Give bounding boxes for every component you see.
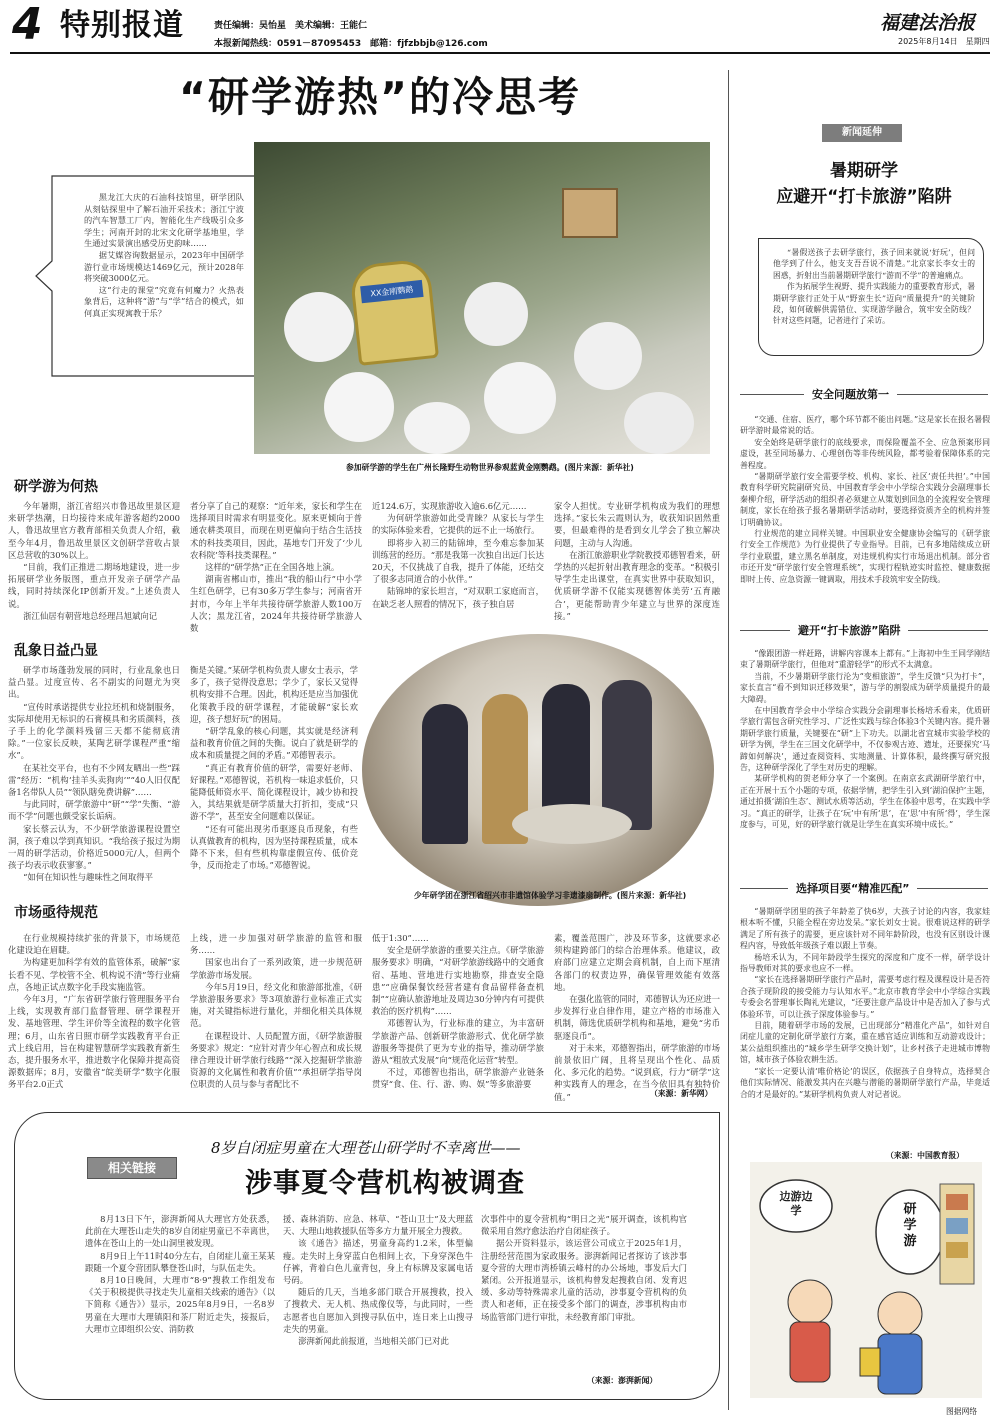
paragraph: 随后的几天，当地多部门联合开展搜救，投入了搜救犬、无人机、热成像仪等，与此同时，一些志愿者也自愿加入到搜寻队伍中，连日来上山搜寻走失的男童。 [283,1287,473,1334]
paragraph: 在某社交平台，也有不少网友晒出一些“踩雷”经历：“机构‘挂羊头卖狗肉’”“40人旧仅配备1名带队人员”“领队瞎免费讲解”…… [8,762,180,798]
related-headline: 涉事夏令营机构被调查 [245,1168,525,1199]
paragraph: “家长一定要认清‘唯价格论’的误区，依据孩子自身特点，选择契合他们实际情况、能激发其内在兴趣与潜能的暑期研学旅行产品，毕竟适合的才是最好的。”某研学机构负责人对记者说。 [740,1066,990,1099]
cartoon-credit: 图据网络 [946,1407,978,1416]
lead-paragraph: 黑龙江大庆的石油科技馆里，研学团队从刻钻探里中了解石油开采技术；浙江宁波的汽车智慧工厂内，智能化生产线吸引众多学生；河南开封的北宋文化研学基地里，学生通过实景演出感受历史韵味…… [84,192,244,249]
paragraph: 今年暑期，浙江省绍兴市鲁迅故里景区迎来研学热潮，日均接待来成年游客超约2000人，鲁迅故里官方教育部相关负责人介绍，截至今年4月，鲁迅故里景区文创研学营收占景区总营收的30%以上。 [8,501,180,560]
paragraph: 研学市场蓬勃发展的同时，行业乱象也日益凸显。过度宣传、名不副实的问题尤为突出。 [8,665,180,700]
section1-title: 研学游为何热 [14,479,98,495]
sidebar-source: （来源：中国教育报） [886,1151,964,1160]
related-tag-label: 相关链接 [107,1161,156,1175]
related-box [14,1112,720,1400]
related-col1 [85,1213,275,1335]
photo2-caption: 少年研学团在浙江省绍兴市非遗馆体验学习非遗漆扇制作。(图片来源：新华社) [414,891,687,900]
photo-parrot-visit [254,142,710,454]
student-hat [324,372,394,442]
paragraph: 者分享了自己的观察：“近年来，家长和学生在选择项目时需求有明显变化。原来更倾向于普通农耕类项目，而现在则更偏向于结合生活技术的科技类项目，因此，基地专门开发了‘少儿农科院’等科技类课程。” [190,501,362,560]
student-hat [404,402,470,454]
sidebar-intro-box [758,238,984,356]
paragraph: 目前，随着研学市场的发展，已出现部分“精准化产品”，如针对自闭症儿童的定制化研学旅行方案，重在感官适应训练和互动游戏设计；某公益组织推出的“城乡学生研学交换计划”，让乡村孩子走进城市博物馆，城市孩子体验农耕生活。 [740,1021,990,1065]
paragraph: “像跟团游一样赶路，讲解内容课本上都有。”上海初中生王同学刚结束了暑期研学旅行，但他对“重游轻学”的形式不太满意。 [740,649,990,670]
paragraph: 澎湃新闻此前报道，当地相关部门已对此 [298,1336,449,1347]
student-figure [422,704,468,844]
sidebar-tag-label: 新闻延伸 [842,127,882,138]
paragraph: 对于未来，邓德智指出，研学旅游的市场前景依旧广阔，且将呈现出个性化、品质化、多元化的趋势。“说到底，行力“研学”这种实践育人的理念，在当今依旧具有独特价值。” [554,1042,720,1102]
lead-text [84,192,244,320]
paragraph: 该《通告》描述，男童身高约1.2米，体型偏瘦。走失时上身穿蓝白色相间上衣，下身穿深色牛仔裤，背着白色儿童背包，身上有标牌及家属电话号码。 [283,1238,473,1286]
photo-fan-making [362,634,714,906]
paragraph: 据公开资料显示，该运营公司成立于2025年1月，注册经营范围为家政服务。澎湃新闻记者探访了该涉事夏令营的大理市湾桥镇云峰村的办公场地，事发后大门紧闭。公开报道显示，该机构曾发起搜救自闭、发育迟缓、多动等特殊需求儿童的活动，涉事夏令营机构的负责人和老师，正在接受多个部门的调查，涉事机构由市场监管部门进行审批，未经教育部门审批。 [481,1238,687,1322]
sidebar-intro-text [773,247,975,327]
main-headline: “研学游热”的冷思考 [179,73,581,121]
related-tag [87,1157,177,1179]
page-header [0,0,1000,58]
paper-logo: 福建法治报 [880,12,976,34]
paragraph: 家长蔡云认为，不少研学旅游课程设置空洞，孩子难以学到真知识。“我给孩子报过为期一周的研学活动，价格近5000元/人，但两个孩子均表示收获寥寥。” [8,823,180,871]
paragraph: 杨培禾认为，不同年龄段学生探究的深度和广度不一样，研学设计指导教师对其的要求也应不一样。 [740,952,990,974]
paragraph: 安全始终是研学旅行的底线要求，而保险覆盖不全、应急预案形同虚设，甚至同场暴力、心理创伤等非传统风险，都考验着保障体系的完善程度。 [740,437,990,470]
paragraph: 行业规范的建立同样关键。中国职业安全健康协会编写的《研学旅行安全工作规范》为行业提供了专业指导。目前，已有多地陆续成立研学行业联盟，建立黑名单制度，对违规机构实行市场退出机制。部分省市还开发“研学旅行安全管理系统”，实现行程轨迹实时监控、健康数据即时上传、应急资源一键调取，用技术手段筑牢安全防线。 [740,529,990,584]
paragraph: “交通、住宿、医疗，哪个环节都不能出问题。”这是家长在报名暑假研学游时最常说的话。 [740,415,990,436]
paragraph: “暑假送孩子去研学旅行，孩子回来就说‘好玩’，但问他学到了什么，他支支吾吾说不清楚。”北京家长李女士的困惑，折射出当前暑期研学旅行“游而不学”的普遍痛点。 [773,248,975,280]
paragraph: 与此同时，研学旅游中“研”“学”失衡、“游而不学”问题也颇受家长诟病。 [8,799,180,822]
paragraph: 今年5月19日，经文化和旅游部批准，《研学旅游服务要求》等3项旅游行业标准正式实施，对关键指标进行量化，并细化相关具体规范。 [190,981,362,1029]
paragraph: “研学乱象的核心问题，其实就是经济利益和教育价值之间的失衡。说白了就是研学的成本和质量提之间的矛盾。”邓德智表示。 [190,726,358,761]
exhibit-sign [349,258,439,366]
paragraph: 在强化监管的同时，邓德智认为还应进一步发挥行业自律作用，建立产格的市场准入机制，筛选优质研学机构和基地，避免“劣币驱逐良币”。 [554,994,720,1041]
paragraph: “真正有教育价值的研学，需要好老师、好课程。”邓德智说，若机构一味追求低价，只能降低师资水平、简化课程设计，减少协和投入，其结果就是研学质量大打折扣，变成“只游不学”，甚至安全问题难以保证。 [190,762,358,822]
student-hat [484,362,556,434]
section2-title: 乱象日益凸显 [14,643,98,659]
paragraph: 湖南省郴山市，推出“我的船山行”中小学生红色研学，已有30多万学生参与；河南省开封市，今年上半年共接待研学旅游人数100万人次；黑龙江省，2024年共接待研学旅游人数 [190,574,362,634]
cartoon-illustration [750,1162,982,1398]
section-title: 特别报道 [60,8,184,43]
sidebar-sub3-title: 选择项目要“精准匹配” [788,880,917,896]
paragraph: 今年3月，“广东省研学旅行管理服务平台上线，实现教育部门监督管理、研学课程开发、基地管理、学生评价等全流程的数字化管理；6月，山东省日照市研学实践教育平台正式上线启用，旨在构建智慧研学实践教育新生态，提升服务水平，推进数字化保障并提高资源数据库；8月，安徽省“皖美研学”数字化服务平台2.0正式 [8,994,180,1090]
paragraph: 在课程设计、人员配置方面，《研学旅游服务要求》规定：“应针对青少年心智点和成长规律合理设计研学旅行线路”“深入挖掘研学旅游资源的文化属性和教育价值”“承担研学指导岗位职责的人员与参与者配比不 [190,1030,362,1090]
student-hat [624,392,694,454]
paragraph: “如何在知识性与趣味性之间取得平 [23,872,154,883]
paragraph: 为构建更加科学有效的监管体系，破解“家长看不见、学校管不全、机构说不清”等行业痛点，各地正试点数字化手段实施监管。 [8,957,180,992]
paragraph: 上线，进一步加强对研学旅游的监管和服务…… [190,933,362,956]
section1-col1 [8,500,180,622]
section2-col1 [8,664,180,883]
sidebar-divider [728,70,729,1410]
section1-col3 [372,500,544,610]
paragraph: 在浙江旅游职业学院教授邓德智看来，研学热的兴起折射出教育理念的变革。“积极引导学生走出课堂，在真实世界中获取知识，优质研学游不仅能实现德智体美劳‘五育融合’，更能帮助青少年建立与世界的深度连接。” [554,549,720,621]
paragraph: 当前，不少暑期研学旅行沦为“变相旅游”，学生反馈“只为打卡”，家长直言“看不到知识迁移效果”，游与学的割裂成为研学质量提升的最大障碍。 [740,671,990,704]
section3-col2 [190,932,362,1091]
paragraph: 为何研学旅游如此受青睐？从家长与学生的实际体验来看，它提供的远不止一场旅行。 [372,513,544,536]
bird-cage [562,188,618,238]
paragraph: 邓德智认为，行业标准的建立，为丰富研学旅游产品、创新研学旅游形式、优化研学旅游服务等提供了更为专业的指导，推动研学旅游从“粗放式发展”向“规范化运营”转型。 [372,1018,544,1066]
related-col2 [283,1213,473,1347]
section3-source: （来源：新华网） [650,1089,713,1098]
student-hat [464,282,528,346]
section3-col4 [554,932,720,1103]
header-editors: 责任编辑：吴怡星 美术编辑：王能仁 [214,21,368,31]
photo1-caption: 参加研学游的学生在广州长隆野生动物世界参观蓝黄金刚鹦鹉。(图片来源：新华社) [346,463,634,472]
section3-col3 [372,932,544,1091]
section2-col2 [190,664,358,884]
student-hat [574,322,642,390]
section3-title: 市场亟待规范 [14,905,98,921]
paragraph: 不过，邓德智也指出，研学旅游产业链条贯穿“食、住、行、游、购、娱”等多旅游要 [372,1067,544,1090]
water-basin [512,804,632,844]
paragraph: 这样的“研学热”正在全国各地上演。 [205,562,340,573]
paragraph: 作为拓展学生视野、提升实践能力的重要教育形式，暑期研学旅行正处于从“野蛮生长”迈向“质量提升”的关键阶段，如何破解供需错位、实现游学融合，筑牢安全防线？针对这些问题，记者进行了采访。 [773,282,975,326]
paragraph: 8月10日晚间，大理市“8·9”搜救工作组发布《关于积极提供寻找走失儿童相关线索的通告》（以下简称《通告》）显示，2025年8月9日，一名8岁男童在大理市大理镇阳和茶厂附近走失，接报后，大理市立即组织公安、消防救 [85,1275,275,1334]
paragraph: 在中国教育学会中小学综合实践分会副理事长杨培禾看来，优质研学旅行需包含研究性学习、广泛性实践与综合体验3个关键内容。提升暑期研学旅行质量，关键要在“研”上下功夫。以湖北省宜城市实验学校的研学为例，学生在三国文化研学中，不仅参观古迹、遗址，还要探究‘马蹄如何解决’，通过查阅资料、实地测量、计算体积，最终撰写研究报告，这种研学深化了学生对历史的理解。 [740,706,990,773]
lead-box [36,176,260,376]
paragraph: 次事件中的夏令营机构“明日之光”展开调查，该机构官微采用自然疗愈法治疗自闭症孩子。 [481,1214,687,1237]
header-hotline: 本报新闻热线：0591－87095453 邮箱：fjfzbbjb@126.com [214,39,488,49]
sidebar-sub2-title: 避开“打卡旅游”陷阱 [790,622,908,638]
lead-paragraph: 据艾媒咨询数据显示，2023年中国研学游行业市场规模达1469亿元，预计2028年将突破3000亿元。 [84,249,244,284]
sidebar-sub2-text [740,648,990,876]
header-rule [10,52,990,54]
section3-col1 [8,932,180,1091]
paragraph: “暑期研学旅行安全需要学校、机构、家长、社区‘责任共担’。”中国教育科学研究院副研究员、中国教育学会中小学综合实践分会副理事长秦柳介绍，研学活动的组织者必须建立从策划到回急的全流程安全管理制度，家长在给孩子报名暑期研学活动时，要选择资质齐全的机构并签订明确协议。 [740,472,990,527]
paragraph: “宣传时承诺提供专业拉坯机和烧制服务，实际却使用无标识的石膏模具和劣质颜料，孩子手上的化学颜料残留三天都不能彻底清除。”一位家长反映，某陶艺研学课程严重“缩水”。 [8,701,180,761]
lead-paragraph: 这“行走的课堂”究竟有何魔力？火热表象背后，这种将“游”与“学”结合的模式，如何真正实现寓教于乐？ [84,284,244,318]
paragraph: 8月9日上午11时40分左右，自闭症儿童王某某跟随一个夏令营团队攀登苍山时，与队伍走失。 [85,1250,275,1273]
student-hat [284,292,354,362]
related-source: （来源：澎湃新闻） [587,1376,658,1385]
related-col3 [481,1213,687,1323]
section1-col2 [190,500,362,634]
exhibit-sign-label: XX金刚鹦鹉 [360,280,423,303]
paragraph: “家长在选择暑期研学旅行产品时，需要考虑行程及课程设计是否符合孩子现阶段的接受能力与认知水平。”北京市教育学会中小学综合实践专委会名誉理事长陶礼光建议，“还要注意产品设计中是否加入了参与式体验环节，可以让孩子深度体验参与。” [740,975,990,1019]
section1-col4 [554,500,720,622]
paragraph: 家令人担忧。专业研学机构成为我们的理想选择。”家长朱云霞则认为，收获知识固然重要，但最难得的是看到女儿学会了独立解决问题，主动与人沟通。 [554,501,720,548]
cartoon-bubble-text: 边游边学 [779,1190,813,1217]
paragraph: 国家也出台了一系列政策，进一步规范研学旅游市场发展。 [190,957,362,980]
paragraph: “目前，我们正推进二期场地建设，进一步拓展研学业务版图，重点开发亲子研学产品线，同时持续深化IP创新开发。”上述负责人说。 [8,562,180,609]
paragraph: “还有可能出现劣币驱逐良币现象，有些认真做教育的机构，因为坚持课程质量，成本降不下来，但有些机构靠虚假宣传、低价竞争，反而抢走了市场。”邓德智说。 [190,823,358,871]
sidebar-headline1: 暑期研学 [830,161,898,181]
paragraph: 援、森林消防、应急、林草、“苍山卫士”及大理蓝天、大理山地救援队伍等多方力量开展全力搜救。 [283,1214,473,1237]
header-date: 2025年8月14日 星期四 [898,37,990,46]
paragraph: 陆锦坤的家长坦言，“对双职工家庭而言，在缺乏老人照看的情况下，孩子独自居 [372,586,544,609]
paragraph: 近124.6万，实现旅游收入逾6.6亿元…… [372,501,527,511]
paragraph: 素，覆盖范围广，涉及环节多，这就要求必须构建跨部门的综合治理体系。他建议，政府部门应建立定期会商机制，自上而下厘清各部门的权责边界，确保管理效能有效落地。 [554,933,720,992]
sidebar-sub3-text [740,906,990,1146]
sidebar-tag [822,124,902,142]
sidebar-sub1-title: 安全问题放第一 [804,386,897,402]
paragraph: 衡是关键。”某研学机构负责人廖女士表示，学多了，孩子觉得没意思；学少了，家长又觉得机构安排不合理。因此，机构还是应当加强优化策教手段的研学课程，才能破解“家长欢迎，孩子想好玩”的困局。 [190,665,358,724]
sidebar-sub1-text [740,414,990,618]
paragraph: 某研学机构的贺老师分享了一个案例。在南京玄武湖研学旅行中，正在开展十五个小题的专项，依据学情，把学生引入到‘湖泊保护’主题，通过拍摄‘湖泊生态’、测试水质等活动，学生在体验中思考，在实践中学习。“真正的研学，让孩子在‘玩’中有所‘思’，在‘思’中有所‘得’，学生深度参与，可见，好的研学旅行就是让学生在真实环境中成长。” [740,774,990,830]
cartoon-bubble-text: 研学游 [903,1202,917,1249]
page-number: 4 [12,0,43,50]
paragraph: 低于1:30”…… [372,933,429,943]
paragraph: 即将步入初三的陆锦坤，至今难忘参加某训练营的经历。“那是我第一次独自出远门长达20天，不仅挑战了自我，提升了体能，还结交了很多志同道合的小伙伴。” [372,537,544,585]
paragraph: 8月13日下午，澎湃新闻从大理官方处获悉，此前在大理苍山走失的8岁自闭症男童已不幸离世，遗体在苍山上的一处山洞里被发现。 [85,1214,275,1249]
sidebar-headline2: 应避开“打卡旅游”陷阱 [776,187,952,207]
paragraph: 浙江仙居有朝营地总经理吕旭斌向记 [23,610,158,621]
paragraph: “暑期研学团里的孩子年龄差了快6岁，大孩子讨论的内容，我家娃根本听不懂，只能全程在旁边发呆。”家长刘女士说。很难说这样的研学满足了所有孩子的需要，更应该针对不同年龄阶段，也没有区别设计课程内容，导致低年级孩子难以跟上节奏。 [740,907,990,951]
paragraph: 安全是研学旅游的重要关注点。《研学旅游服务要求》明确，“对研学旅游线路中的交通食宿、基地、营地进行实地勘察，排查安全隐患”“应确保餐饮经营者建有食品留样备查机制”“应确认旅游地址及周边30分钟内有可提供救治的医疗机构”…… [372,945,544,1017]
related-subtitle: 8岁自闭症男童在大理苍山研学时不幸离世—— [211,1139,521,1157]
sidebar [736,60,992,1420]
paragraph: 在行业规模持续扩张的背景下，市场规范化建设迫在眉睫。 [8,933,180,956]
